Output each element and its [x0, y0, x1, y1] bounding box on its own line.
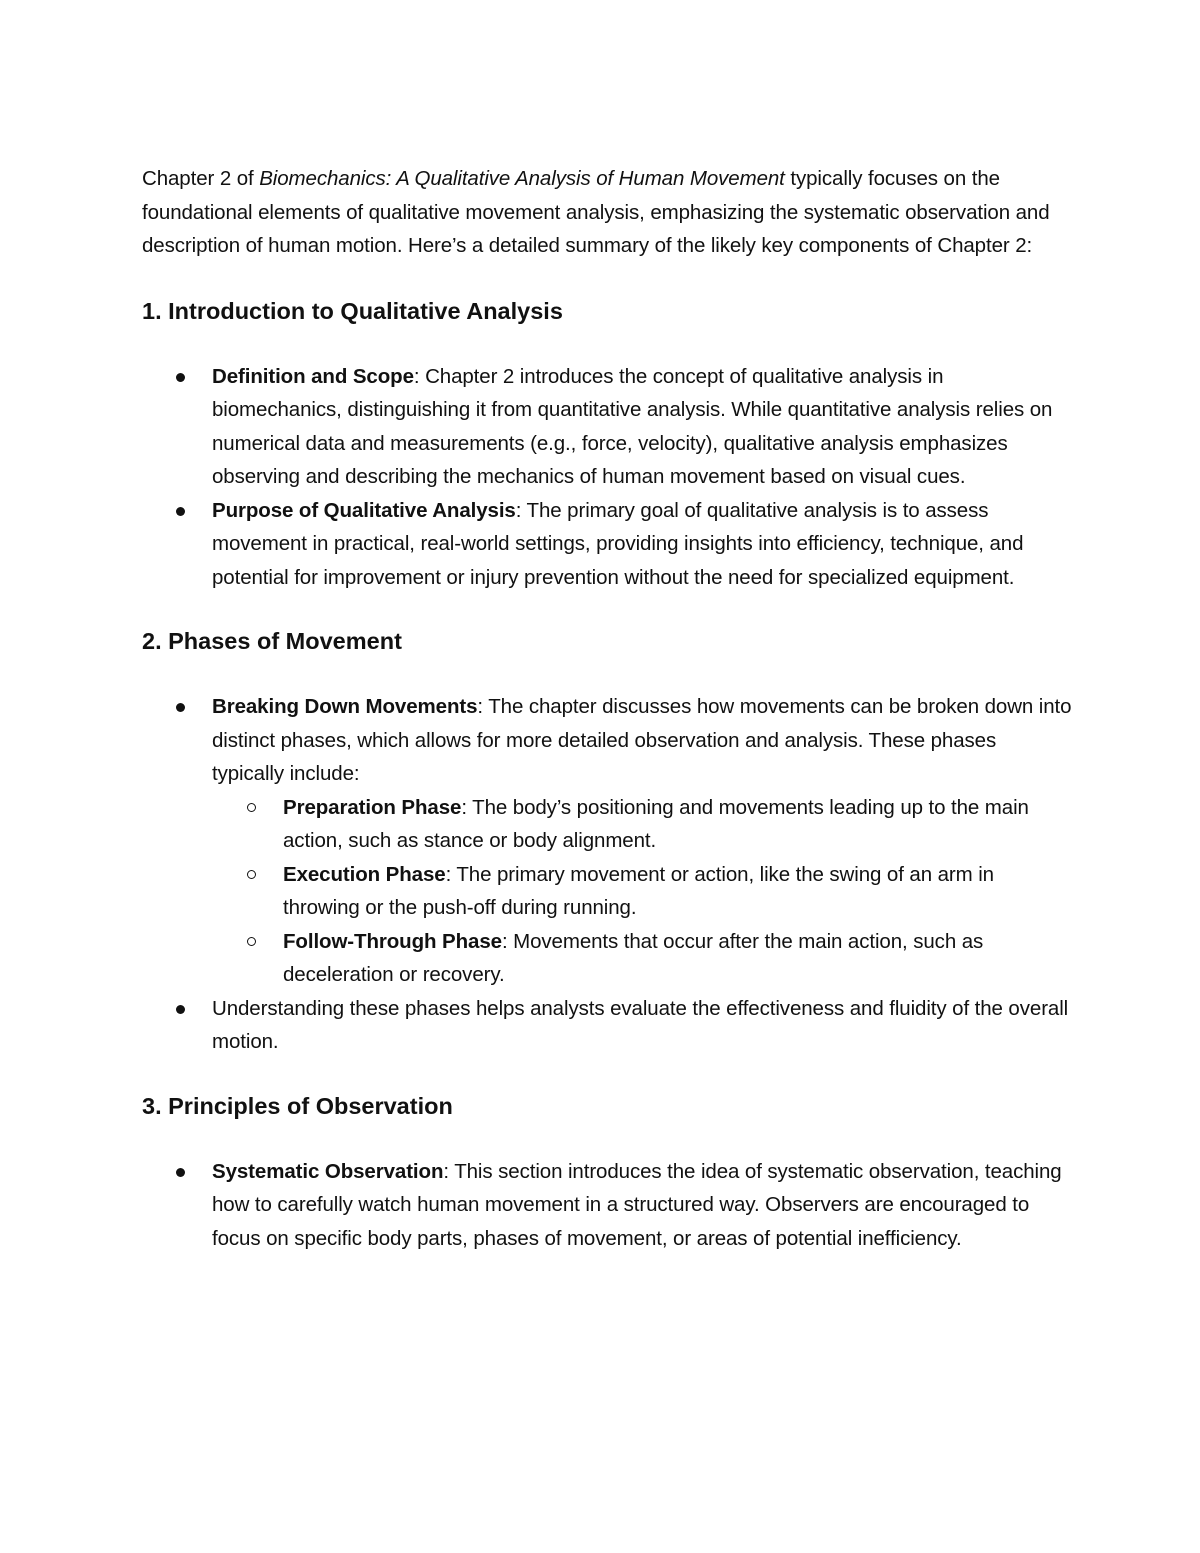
section-heading-phases: 2. Phases of Movement	[142, 628, 402, 654]
section-heading-observation: 3. Principles of Observation	[142, 1092, 453, 1119]
bullet-term: Purpose of Qualitative Analysis	[212, 498, 516, 522]
bullet-dot-icon	[176, 703, 185, 712]
bullet-text: : Chapter 2 introduces the concept of qualitative analysis in biomechanics, distinguishing it from quantitative analysis. While quantitative analysis relies on numerical data and measurements (e.g., force, velocity), qualitative analysis emphasizes observing and describing the mechanics of human movement based on visual cues.	[212, 364, 1053, 488]
sub-bullet-term: Preparation Phase	[283, 795, 462, 819]
sub-list-item	[212, 858, 1072, 925]
intro-paragraph	[142, 162, 1072, 263]
hollow-circle-bullet-icon	[247, 803, 256, 812]
sub-bullet-text: : Movements that occur after the main action, such as deceleration or recovery.	[283, 929, 984, 986]
list-item	[142, 992, 1072, 1059]
bullet-text: Understanding these phases helps analysts evaluate the effectiveness and fluidity of the overall motion.	[212, 996, 1069, 1053]
section-heading-introduction: 1. Introduction to Qualitative Analysis	[142, 297, 563, 324]
bullet-dot-icon	[176, 1005, 185, 1014]
hollow-circle-bullet-icon	[247, 937, 256, 946]
sub-list-item	[212, 791, 1072, 858]
book-title: Biomechanics: A Qualitative Analysis of Human Movement	[259, 167, 785, 190]
sub-bullet-text: : The body’s positioning and movements leading up to the main action, such as stance or body alignment.	[283, 795, 1029, 852]
list-item	[142, 1155, 1072, 1256]
bullet-term: Definition and Scope	[212, 364, 414, 388]
sub-bullet-list	[212, 791, 1072, 992]
section-3-bullet-list	[142, 1155, 1072, 1256]
bullet-text: : This section introduces the idea of systematic observation, teaching how to carefully watch human movement in a structured way. Observers are encouraged to focus on specific body parts, phases of movement, or areas of potential inefficiency.	[212, 1159, 1062, 1250]
intro-prefix: Chapter 2 of	[142, 167, 260, 190]
sub-bullet-term: Follow-Through Phase	[283, 929, 502, 953]
bullet-dot-icon	[176, 507, 185, 516]
list-item	[142, 690, 1072, 992]
intro-suffix: typically focuses on the foundational elements of qualitative movement analysis, emphasizing the systematic observation and description of human motion. Here’s a detailed summary of the likely key components of Chapter 2:	[142, 167, 1050, 257]
bullet-dot-icon	[176, 373, 185, 382]
sub-bullet-term: Execution Phase	[283, 862, 446, 886]
bullet-dot-icon	[176, 1168, 185, 1177]
section-1-bullet-list	[142, 360, 1072, 595]
list-item	[142, 360, 1072, 494]
bullet-text: : The chapter discusses how movements can be broken down into distinct phases, which allows for more detailed observation and analysis. These phases typically include:	[212, 695, 1072, 785]
document-content	[142, 162, 1072, 1255]
section-2-bullet-list	[142, 690, 1072, 1059]
bullet-term: Systematic Observation	[212, 1159, 444, 1183]
bullet-term: Breaking Down Movements	[212, 695, 478, 718]
bullet-text: : The primary goal of qualitative analysis is to assess movement in practical, real-world settings, providing insights into efficiency, technique, and potential for improvement or injury prevention without the need for specialized equipment.	[212, 498, 1024, 589]
sub-list-item	[212, 925, 1072, 992]
list-item	[142, 494, 1072, 595]
hollow-circle-bullet-icon	[247, 870, 256, 879]
sub-bullet-text: : The primary movement or action, like the swing of an arm in throwing or the push-off during running.	[283, 862, 994, 919]
